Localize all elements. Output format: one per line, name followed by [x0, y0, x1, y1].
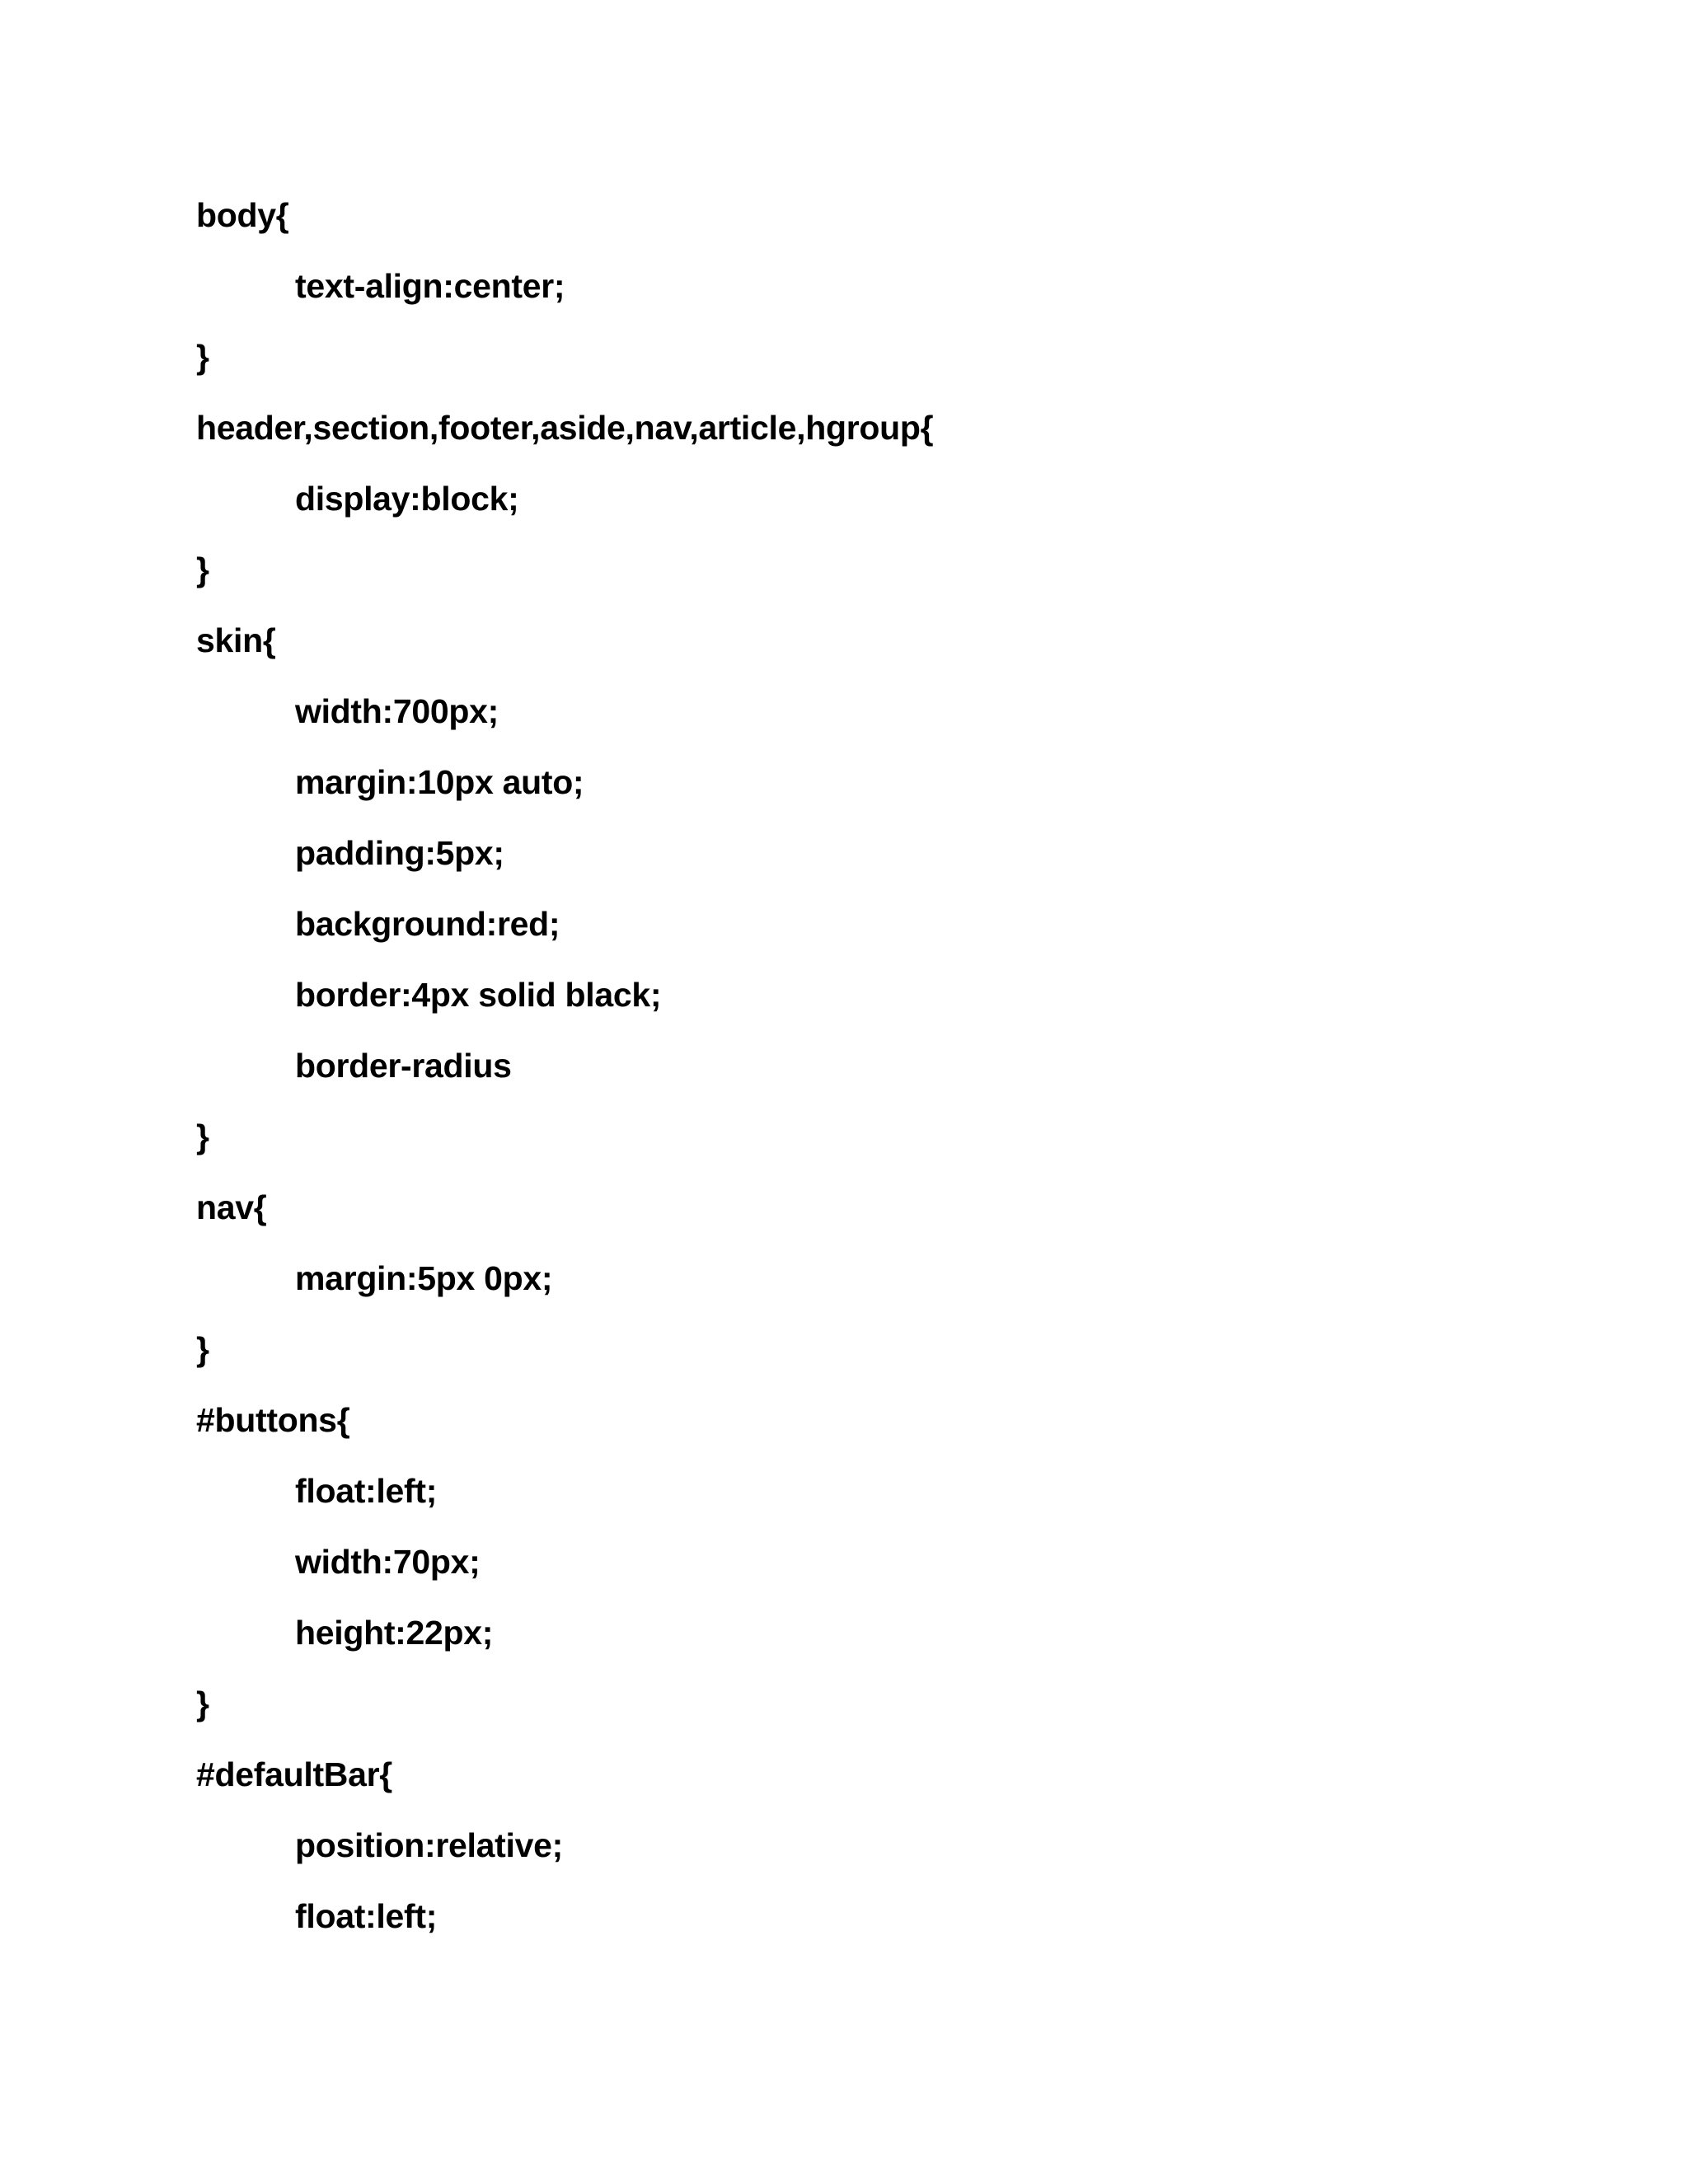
- css-code-listing: [196, 191, 933, 1963]
- code-line: background:red;: [295, 905, 560, 943]
- code-line: width:700px;: [295, 692, 499, 730]
- code-line: text-align:center;: [295, 267, 565, 305]
- code-line: margin:5px 0px;: [295, 1259, 553, 1297]
- code-line: border-radius: [295, 1047, 512, 1085]
- code-line: border:4px solid black;: [295, 976, 662, 1014]
- code-line: #defaultBar{: [196, 1755, 392, 1793]
- code-line: }: [196, 1330, 209, 1368]
- code-line: nav{: [196, 1188, 267, 1226]
- code-line: position:relative;: [295, 1826, 563, 1864]
- code-line: }: [196, 1118, 209, 1155]
- code-line: margin:10px auto;: [295, 763, 584, 801]
- code-line: }: [196, 1685, 209, 1722]
- code-line: width:70px;: [295, 1543, 481, 1581]
- code-line: padding:5px;: [295, 834, 504, 872]
- code-line: #buttons{: [196, 1401, 350, 1439]
- code-line: float:left;: [295, 1897, 438, 1935]
- code-line: }: [196, 338, 209, 376]
- code-line: skin{: [196, 621, 276, 659]
- code-line: float:left;: [295, 1472, 438, 1510]
- code-line: }: [196, 551, 209, 588]
- code-line: display:block;: [295, 480, 519, 518]
- code-line: header,section,footer,aside,nav,article,hgroup{: [196, 409, 934, 447]
- code-line: height:22px;: [295, 1614, 494, 1652]
- code-line: body{: [196, 196, 289, 234]
